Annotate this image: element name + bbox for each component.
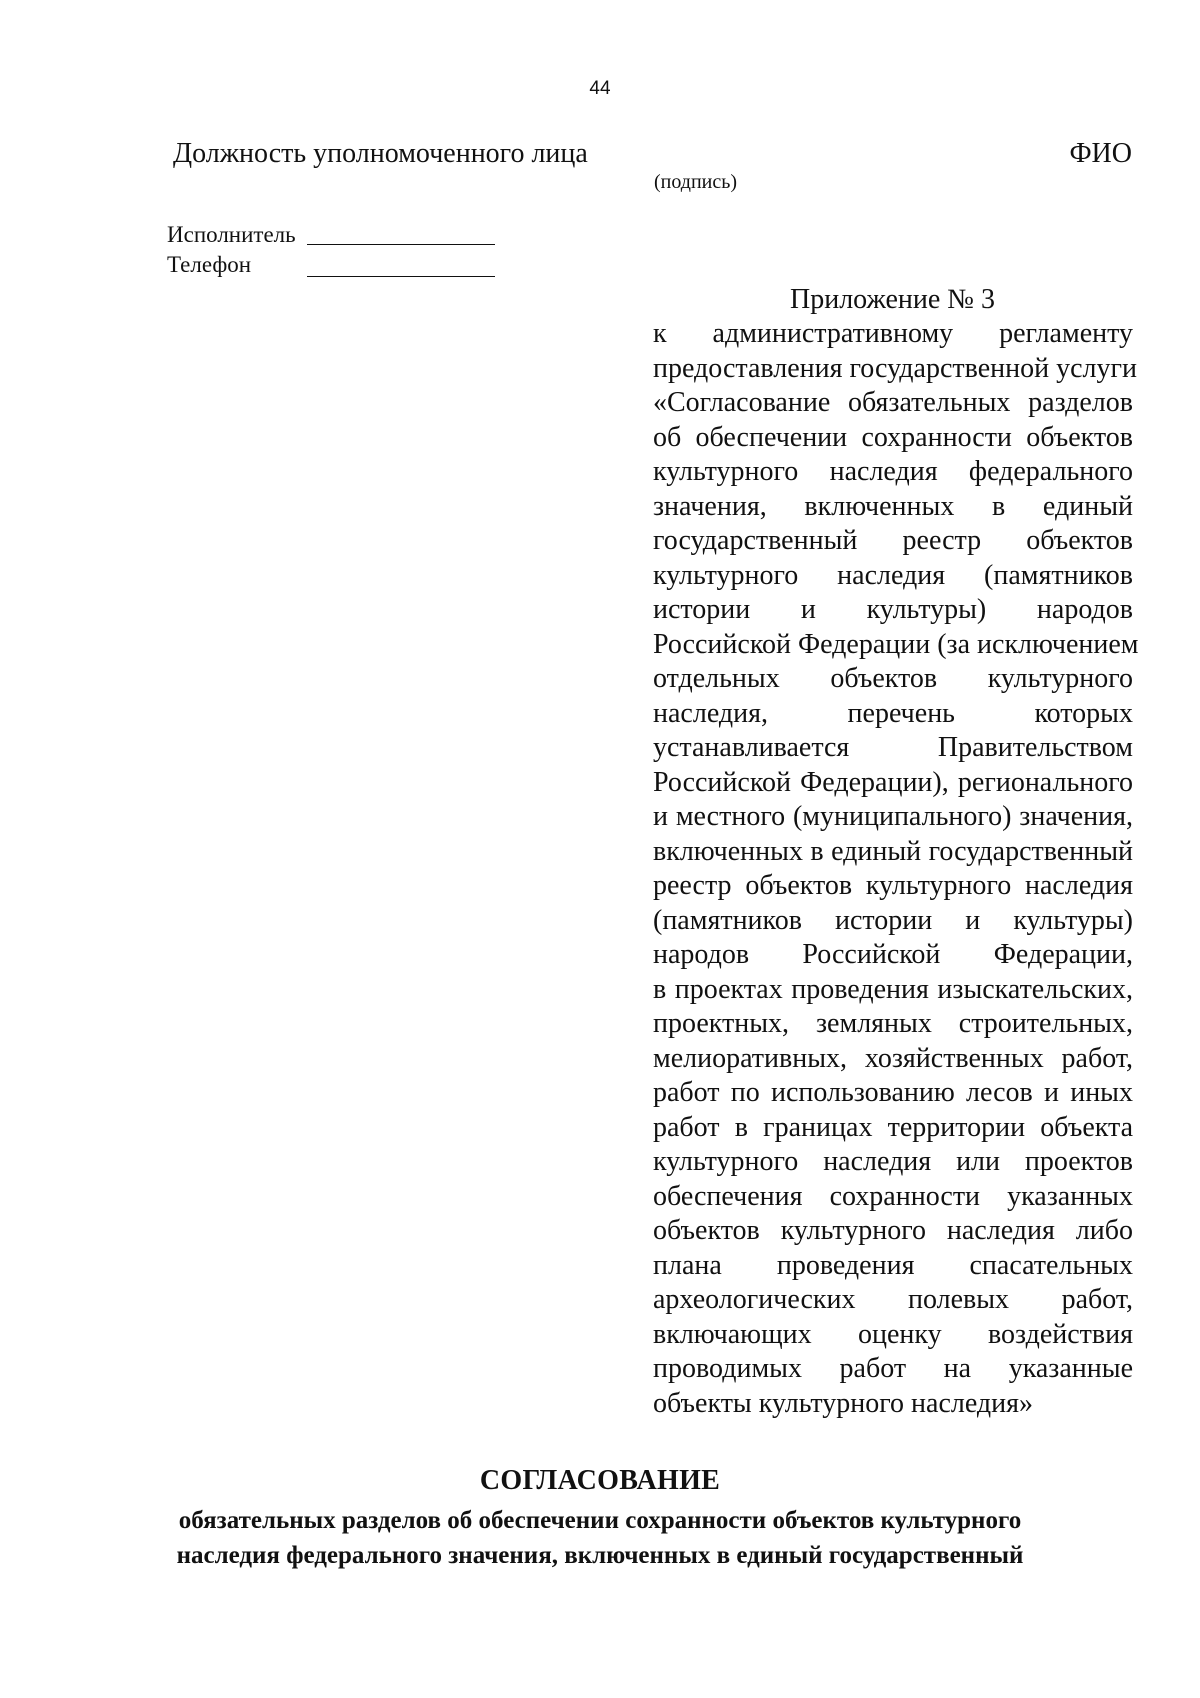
appendix-line: об обеспечении сохранности объектов [653, 421, 1133, 453]
appendix-line: устанавливается Правительством [653, 732, 1133, 763]
appendix-line: отдельных объектов культурного [653, 663, 1133, 694]
appendix-line: обеспечения сохранности указанных [653, 1180, 1133, 1212]
fio-label: ФИО [1069, 138, 1132, 169]
appendix-line: культурного наследия федерального [653, 456, 1133, 487]
executor-blank-line [307, 244, 495, 245]
section-subheading-line: наследия федерального значения, включенных в единый государственный [176, 1542, 1024, 1569]
appendix-line: культурного наследия (памятников [653, 559, 1133, 591]
appendix-line: значения, включенных в единый [653, 490, 1133, 522]
appendix-line: и местного (муниципального) значения, [653, 801, 1133, 832]
signature-label: (подпись) [654, 171, 738, 193]
appendix-line: работ в границах территории объекта [653, 1111, 1133, 1143]
appendix-line: Российской Федерации), регионального [653, 766, 1133, 798]
section-subheading-line: обязательных разделов об обеспечении сохранности объектов культурного [178, 1507, 1022, 1534]
appendix-line: к административному регламенту [653, 318, 1133, 349]
appendix-line: культурного наследия или проектов [653, 1146, 1133, 1177]
appendix-line: Российской Федерации (за исключением [653, 628, 1139, 660]
page-number: 44 [589, 78, 611, 99]
appendix-title: Приложение № 3 [790, 284, 995, 315]
section-heading: СОГЛАСОВАНИЕ [479, 1465, 721, 1496]
appendix-line: плана проведения спасательных [653, 1249, 1133, 1281]
appendix-line: мелиоративных, хозяйственных работ, [653, 1042, 1133, 1074]
executor-label: Исполнитель [167, 222, 296, 247]
appendix-text [653, 317, 1139, 1421]
appendix-line: реестр объектов культурного наследия [653, 870, 1133, 901]
appendix-line: «Согласование обязательных разделов [653, 387, 1133, 418]
appendix-line: объекты культурного наследия» [653, 1387, 1034, 1419]
appendix-line: археологических полевых работ, [653, 1284, 1133, 1315]
appendix-line: включенных в единый государственный [653, 835, 1133, 867]
section-subheading [0, 1503, 1200, 1573]
appendix-line: в проектах проведения изыскательских, [653, 973, 1133, 1005]
phone-label: Телефон [167, 252, 252, 277]
phone-blank-line [307, 276, 495, 277]
appendix-line: работ по использованию лесов и иных [653, 1077, 1133, 1108]
authorized-person-position-label: Должность уполномоченного лица [173, 138, 588, 169]
appendix-line: объектов культурного наследия либо [653, 1215, 1133, 1246]
appendix-line: (памятников истории и культуры) [653, 904, 1133, 936]
appendix-line: наследия, перечень которых [653, 697, 1133, 729]
appendix-line: государственный реестр объектов [653, 525, 1133, 556]
appendix-line: включающих оценку воздействия [653, 1318, 1133, 1350]
appendix-line: проводимых работ на указанные [653, 1353, 1133, 1384]
appendix-line: народов Российской Федерации, [653, 939, 1133, 970]
appendix-line: проектных, земляных строительных, [653, 1008, 1133, 1039]
appendix-line: истории и культуры) народов [653, 594, 1133, 625]
appendix-line: предоставления государственной услуги [653, 352, 1137, 384]
